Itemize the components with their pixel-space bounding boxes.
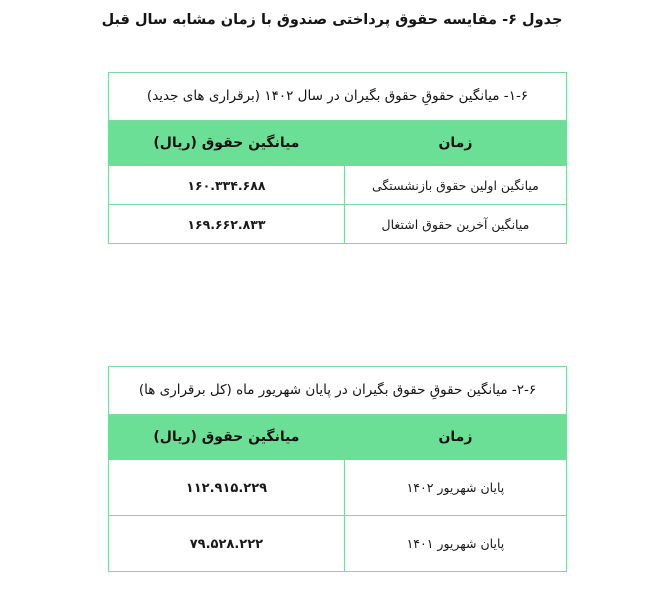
amount-value: ۱۱۲.۹۱۵.۲۲۹ xyxy=(185,480,268,496)
column-header-average-salary: میانگین حقوق (ریال) xyxy=(109,415,345,460)
cell-time: پایان شهریور ۱۴۰۲ xyxy=(344,460,566,516)
table-caption: ۲-۶- میانگین حقوقِ حقوق بگیران در پایان شهریور ماه (کل برقراری ها) xyxy=(109,367,567,415)
amount-value: ۷۹.۵۲۸.۲۲۲ xyxy=(189,536,264,552)
cell-value xyxy=(109,460,345,516)
table-caption: ۱-۶- میانگین حقوقِ حقوق بگیران در سال ۱۴۰۲ (برقراری های جدید) xyxy=(109,73,567,121)
cell-value xyxy=(109,166,345,205)
cell-value xyxy=(109,516,345,572)
page-title: جدول ۶- مقایسه حقوق پرداختی صندوق با زمان مشابه سال قبل xyxy=(101,12,563,28)
table-row xyxy=(109,516,567,572)
column-header-time: زمان xyxy=(344,121,566,166)
cell-value xyxy=(109,205,345,244)
salary-table-new-establishments xyxy=(108,72,567,244)
table-row xyxy=(109,460,567,516)
table-header-row xyxy=(109,121,567,166)
cell-time: میانگین آخرین حقوق اشتغال xyxy=(344,205,566,244)
cell-time: پایان شهریور ۱۴۰۱ xyxy=(344,516,566,572)
table-caption-row xyxy=(109,73,567,121)
column-header-average-salary: میانگین حقوق (ریال) xyxy=(109,121,345,166)
amount-value: ۱۶۹.۶۶۲.۸۳۳ xyxy=(187,216,266,232)
table-row xyxy=(109,205,567,244)
column-header-time: زمان xyxy=(344,415,566,460)
table-row xyxy=(109,166,567,205)
table-header-row xyxy=(109,415,567,460)
table-caption-row xyxy=(109,367,567,415)
amount-value: ۱۶۰.۳۳۴.۶۸۸ xyxy=(187,177,266,193)
salary-table-end-of-shahrivar xyxy=(108,366,567,572)
cell-time: میانگین اولین حقوق بازنشستگی xyxy=(344,166,566,205)
